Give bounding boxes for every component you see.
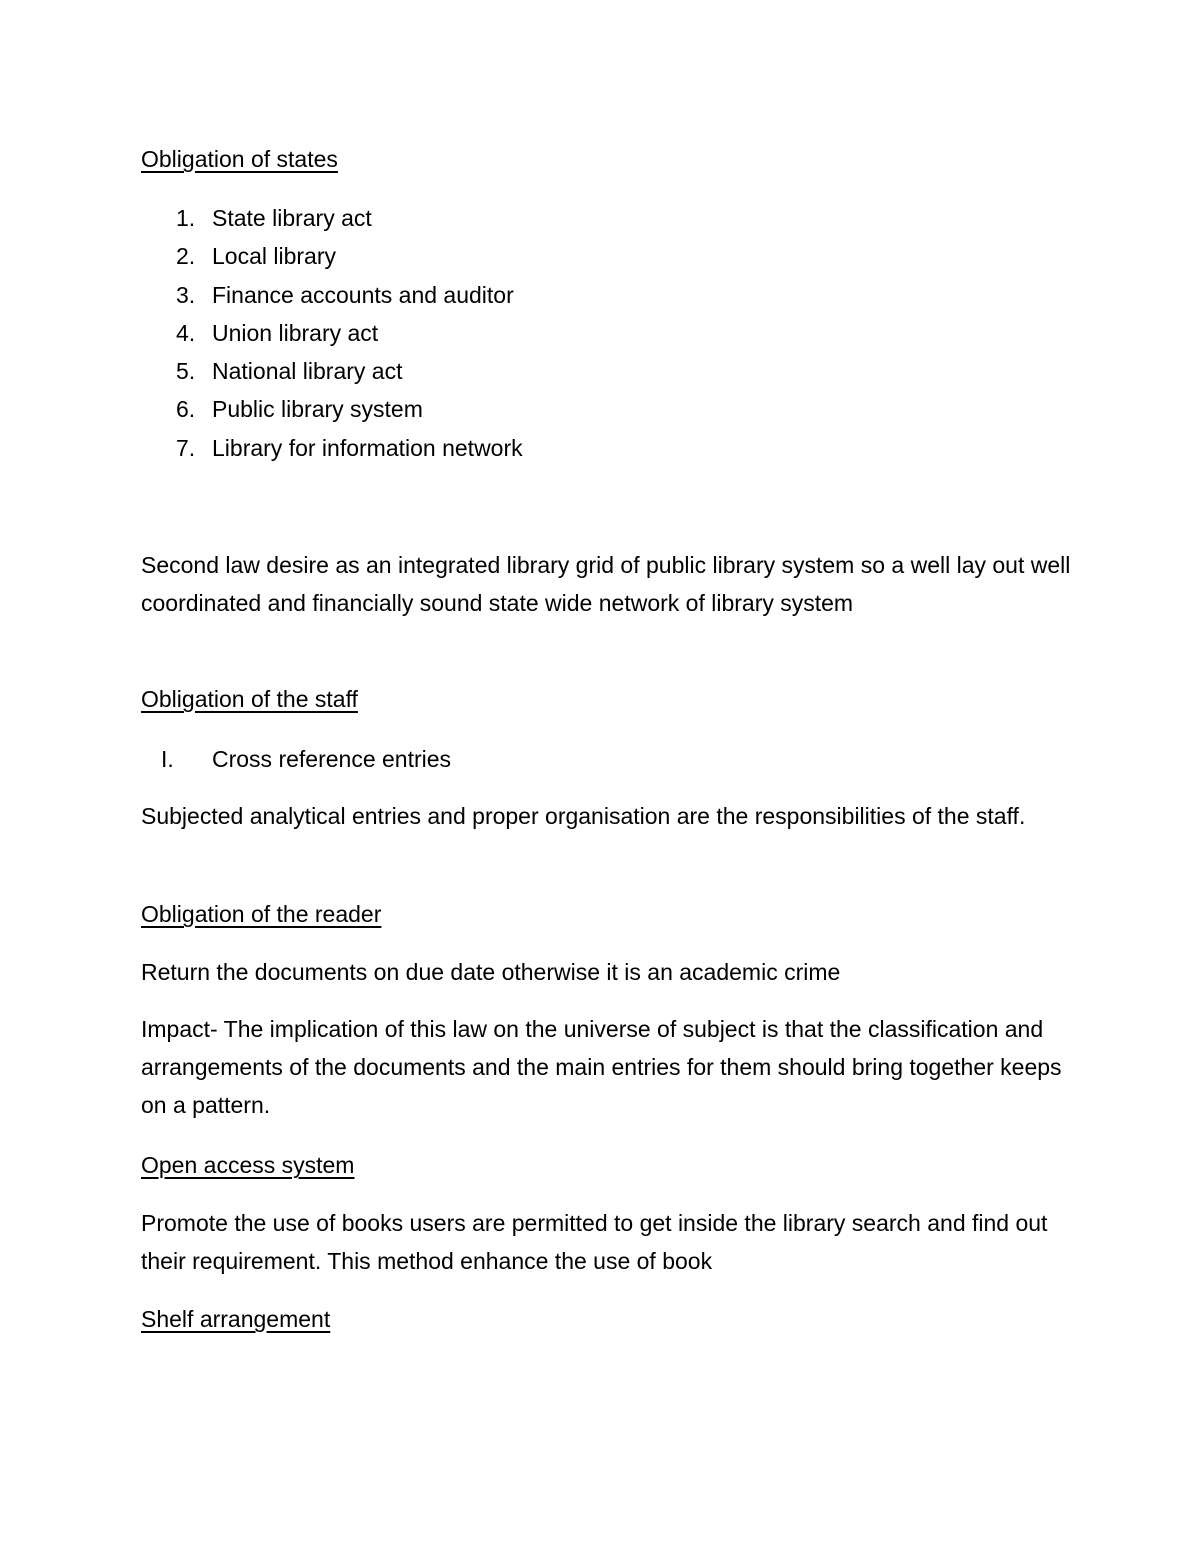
- list-number: 5.: [176, 358, 196, 385]
- paragraph-second-law: Second law desire as an integrated library grid of public library system so a well lay out well coordinated and financially sound state wide network of library system: [141, 552, 1071, 616]
- paragraph-open-access: Promote the use of books users are permitted to get inside the library search and find out their requirement. This method enhance the use of book: [141, 1210, 1048, 1274]
- list-number: I.: [161, 746, 174, 772]
- list-number: 3.: [176, 281, 196, 308]
- list-number: 1.: [176, 205, 196, 231]
- list-number: 2.: [176, 243, 196, 270]
- list-item: [141, 352, 1041, 390]
- heading-obligation-of-the-staff: Obligation of the staff: [141, 686, 358, 712]
- list-item: [141, 314, 1041, 352]
- heading-obligation-of-states: Obligation of states: [141, 146, 338, 172]
- heading-open-access-system: Open access system: [141, 1152, 355, 1178]
- list-item: [141, 390, 1041, 428]
- list-item-text: State library act: [212, 205, 372, 231]
- list-number: 4.: [176, 319, 196, 346]
- heading-obligation-of-the-reader: Obligation of the reader: [141, 901, 382, 927]
- list-item: [141, 237, 1041, 275]
- list-item-text: Union library act: [212, 319, 379, 346]
- list-item: [141, 276, 1041, 314]
- list-item-text: Local library: [212, 243, 336, 270]
- list-item-text: Public library system: [212, 396, 423, 423]
- list-item-text: National library act: [212, 358, 403, 385]
- heading-shelf-arrangement: Shelf arrangement: [141, 1306, 331, 1332]
- list-item: [141, 740, 1041, 778]
- paragraph-staff-responsibilities: Subjected analytical entries and proper organisation are the responsibilities of the staff.: [141, 803, 1026, 829]
- staff-list: [141, 740, 1041, 778]
- paragraph-return-documents: Return the documents on due date otherwise it is an academic crime: [141, 959, 841, 985]
- list-item: [141, 199, 1041, 237]
- list-item: [141, 429, 1041, 467]
- list-item-text: Cross reference entries: [212, 746, 452, 772]
- states-list: [141, 199, 1041, 467]
- list-number: 7.: [176, 434, 196, 461]
- list-number: 6.: [176, 396, 196, 423]
- paragraph-impact: Impact- The implication of this law on the universe of subject is that the classification and arrangements of the documents and the main entries for them should bring together keeps on a pattern.: [141, 1016, 1062, 1118]
- list-item-text: Library for information network: [212, 434, 523, 461]
- list-item-text: Finance accounts and auditor: [212, 281, 514, 308]
